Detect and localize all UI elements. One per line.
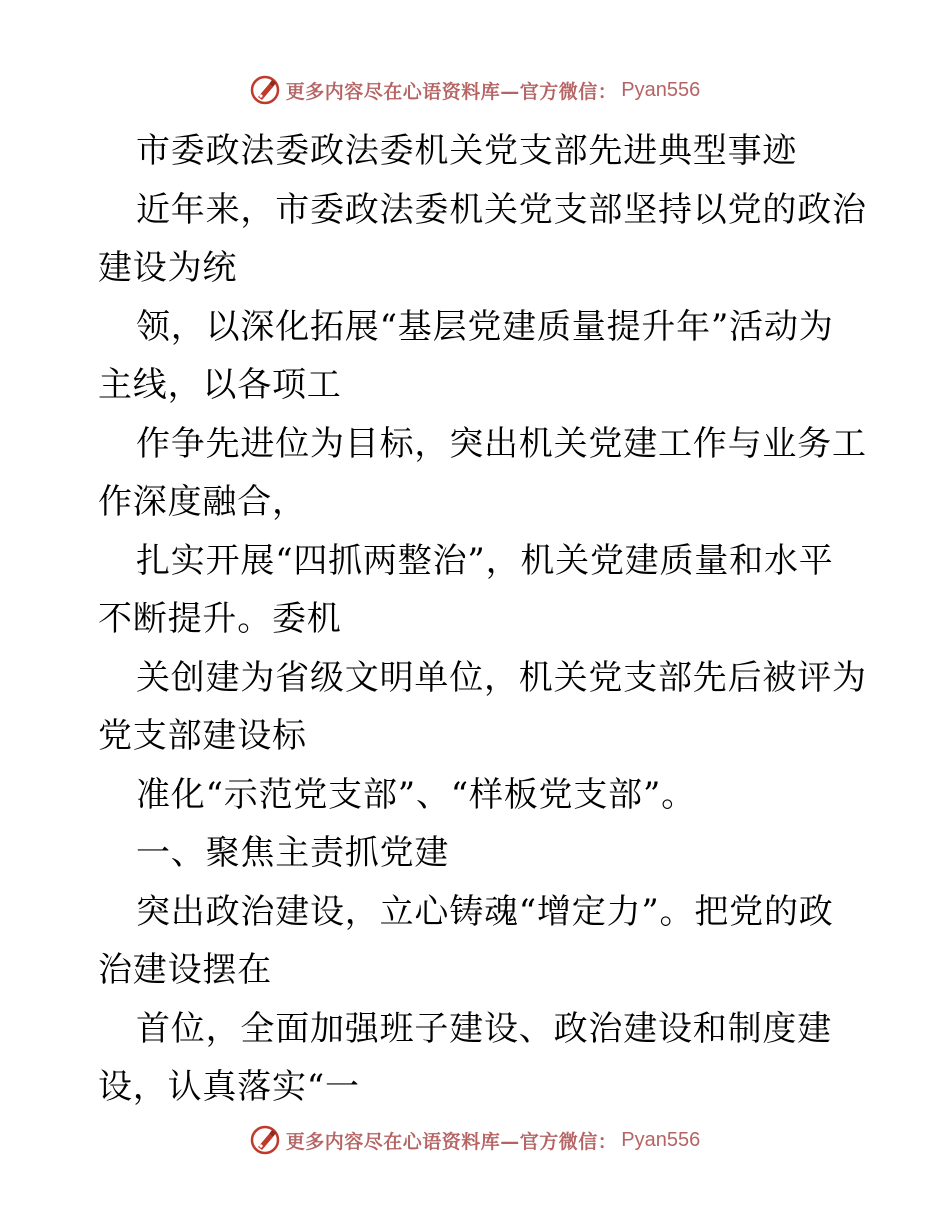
document-title: 市委政法委政法委机关党支部先进典型事迹	[136, 131, 798, 171]
paragraph-line: 突出政治建设，立心铸魂“增定力”。把党的政	[136, 891, 834, 932]
paragraph-line: 党支部建设标	[98, 716, 307, 756]
paragraph-line: 首位，全面加强班子建设、政治建设和制度建	[136, 1008, 832, 1049]
header-banner-text: 更多内容尽在心语资料库—官方微信：	[285, 80, 618, 103]
paragraph-line: 准化“示范党支部”、“样板党支部”。	[136, 774, 696, 815]
paragraph-line: 扎实开展“四抓两整治”，机关党建质量和水平	[136, 540, 834, 581]
paragraph-line: 领，以深化拓展“基层党建质量提升年”活动为	[136, 306, 834, 347]
paragraph-line: 治建设摆在	[98, 950, 272, 990]
paragraph-line: 关创建为省级文明单位，机关党支部先后被评为	[136, 657, 867, 698]
footer-banner-text: 更多内容尽在心语资料库—官方微信：	[285, 1130, 618, 1153]
paragraph-line: 作深度融合，	[98, 482, 307, 522]
header-wechat-id: Pyan556	[621, 78, 701, 101]
footer-banner	[0, 1120, 950, 1160]
paragraph-line: 建设为统	[98, 248, 238, 288]
header-banner	[0, 70, 950, 110]
section-heading: 一、聚焦主责抓党建	[136, 833, 450, 873]
pen-nib-logo-icon	[250, 75, 280, 105]
paragraph-line: 设，认真落实“一	[98, 1067, 360, 1107]
paragraph-line: 不断提升。委机	[98, 599, 342, 639]
paragraph-line: 作争先进位为目标，突出机关党建工作与业务工	[136, 423, 867, 464]
paragraph-line: 近年来，市委政法委机关党支部坚持以党的政治	[136, 189, 867, 230]
pen-nib-logo-icon	[250, 1125, 280, 1155]
footer-wechat-id: Pyan556	[621, 1128, 701, 1151]
paragraph-line: 主线，以各项工	[98, 365, 342, 405]
document-body	[98, 122, 867, 1117]
